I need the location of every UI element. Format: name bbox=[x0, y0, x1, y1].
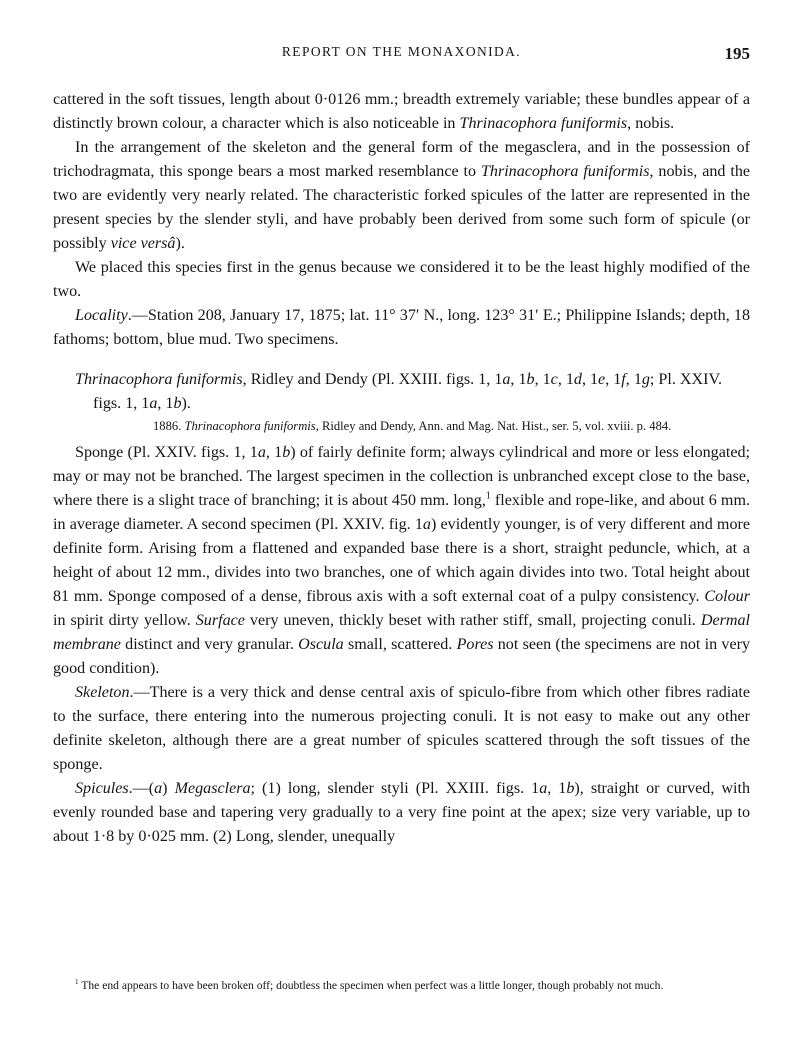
paragraph-spicules: Spicules.—(a) Megasclera; (1) long, slender styli (Pl. XXIII. figs. 1a, 1b), straight or curved, with evenly rounded base and tapering very gradually to a very fine point at the apex; size very variable, up to about 1·8 by 0·025 mm. (2) Long, slender, unequally bbox=[53, 780, 751, 845]
paragraph-genus-note: We placed this species first in the genus because we considered it to be the least highly modified of the two. bbox=[53, 259, 750, 300]
paragraph-description: Sponge (Pl. XXIV. figs. 1, 1a, 1b) of fairly definite form; always cylindrical and more or less elongated; may or may not be branched. The largest specimen in the collection is unbranched except close to the base, where there is a slight trace of branching; it is about 450 mm. long,$^1$ flexible and rope-like, and about 6 mm. in average diameter. A second specimen (Pl. XXIV. fig. 1a) evidently younger, is of very different and more definite form. Arising from a flattened and expanded base there is a short, straight peduncle, which, at a height of about 12 mm., divides into two branches, one of which again divides into two. Total height about 81 mm. Sponge composed of a dense, fibrous axis with a soft external coat of a pulpy consistency. Colour in spirit dirty yellow. Surface very uneven, thickly beset with rather stiff, small, projecting conuli. Dermal membrane distinct and very granular. Oscula small, scattered. Pores not seen (the specimens are not in very good condition). bbox=[53, 444, 751, 677]
synonymy-reference: 1886. Thrinacophora funiformis, Ridley and Dendy, Ann. and Mag. Nat. Hist., ser. 5, vol. xviii. p. 484. bbox=[153, 419, 672, 433]
locality-label: Locality bbox=[75, 307, 128, 324]
running-title: REPORT ON THE MONAXONIDA. bbox=[281, 44, 522, 59]
species-heading: Thrinacophora funiformis, Ridley and Dendy (Pl. XXIII. figs. 1, 1a, 1b, 1c, 1d, 1e, 1f, 1g; Pl. XXIV. figs. 1, 1a, 1b). bbox=[75, 371, 723, 412]
page-number: 195 bbox=[724, 44, 750, 63]
species-name: Thrinacophora funiformis bbox=[75, 371, 243, 388]
species-name: Thrinacophora funiformis bbox=[459, 115, 628, 132]
skeleton-label: Skeleton bbox=[75, 684, 130, 701]
footnote-mark: 1 bbox=[75, 978, 79, 987]
footnote: $^1$ The end appears to have been broken off; doubtless the specimen when perfect was a little longer, though probably not much. bbox=[75, 978, 664, 992]
page-header bbox=[53, 44, 750, 66]
paragraph-continuation: cattered in the soft tissues, length about 0·0126 mm.; breadth extremely variable; these bundles appear of a distinctly brown colour, a character which is also noticeable in Thrinacophora funiformis, nobis. bbox=[53, 91, 750, 132]
main-text bbox=[53, 88, 750, 849]
paragraph-comparison: In the arrangement of the skeleton and the general form of the megasclera, and in the possession of trichodragmata, this sponge bears a most marked resemblance to Thrinacophora funiformis, nobis, and the two are evidently very nearly related. The characteristic forked spicules of the latter are represented in the present species by the slender styli, and have probably been derived from some such form of spicule (or possibly vice versâ). bbox=[53, 139, 751, 252]
footnote-reference[interactable]: 1 bbox=[485, 490, 491, 502]
species-name: Thrinacophora funiformis bbox=[480, 163, 650, 180]
spicules-label: Spicules bbox=[75, 780, 129, 797]
paragraph-skeleton: Skeleton.—There is a very thick and dense central axis of spiculo-fibre from which other fibres radiate to the surface, there entering into the numerous projecting conuli. It is not easy to make out any other definite skeleton, although there are a great number of spicules scattered through the soft tissues of the sponge. bbox=[53, 684, 750, 773]
paragraph-locality: Locality.—Station 208, January 17, 1875; lat. 11° 37′ N., long. 123° 31′ E.; Philippine Islands; depth, 18 fathoms; bottom, blue mud. Two specimens. bbox=[53, 307, 750, 348]
